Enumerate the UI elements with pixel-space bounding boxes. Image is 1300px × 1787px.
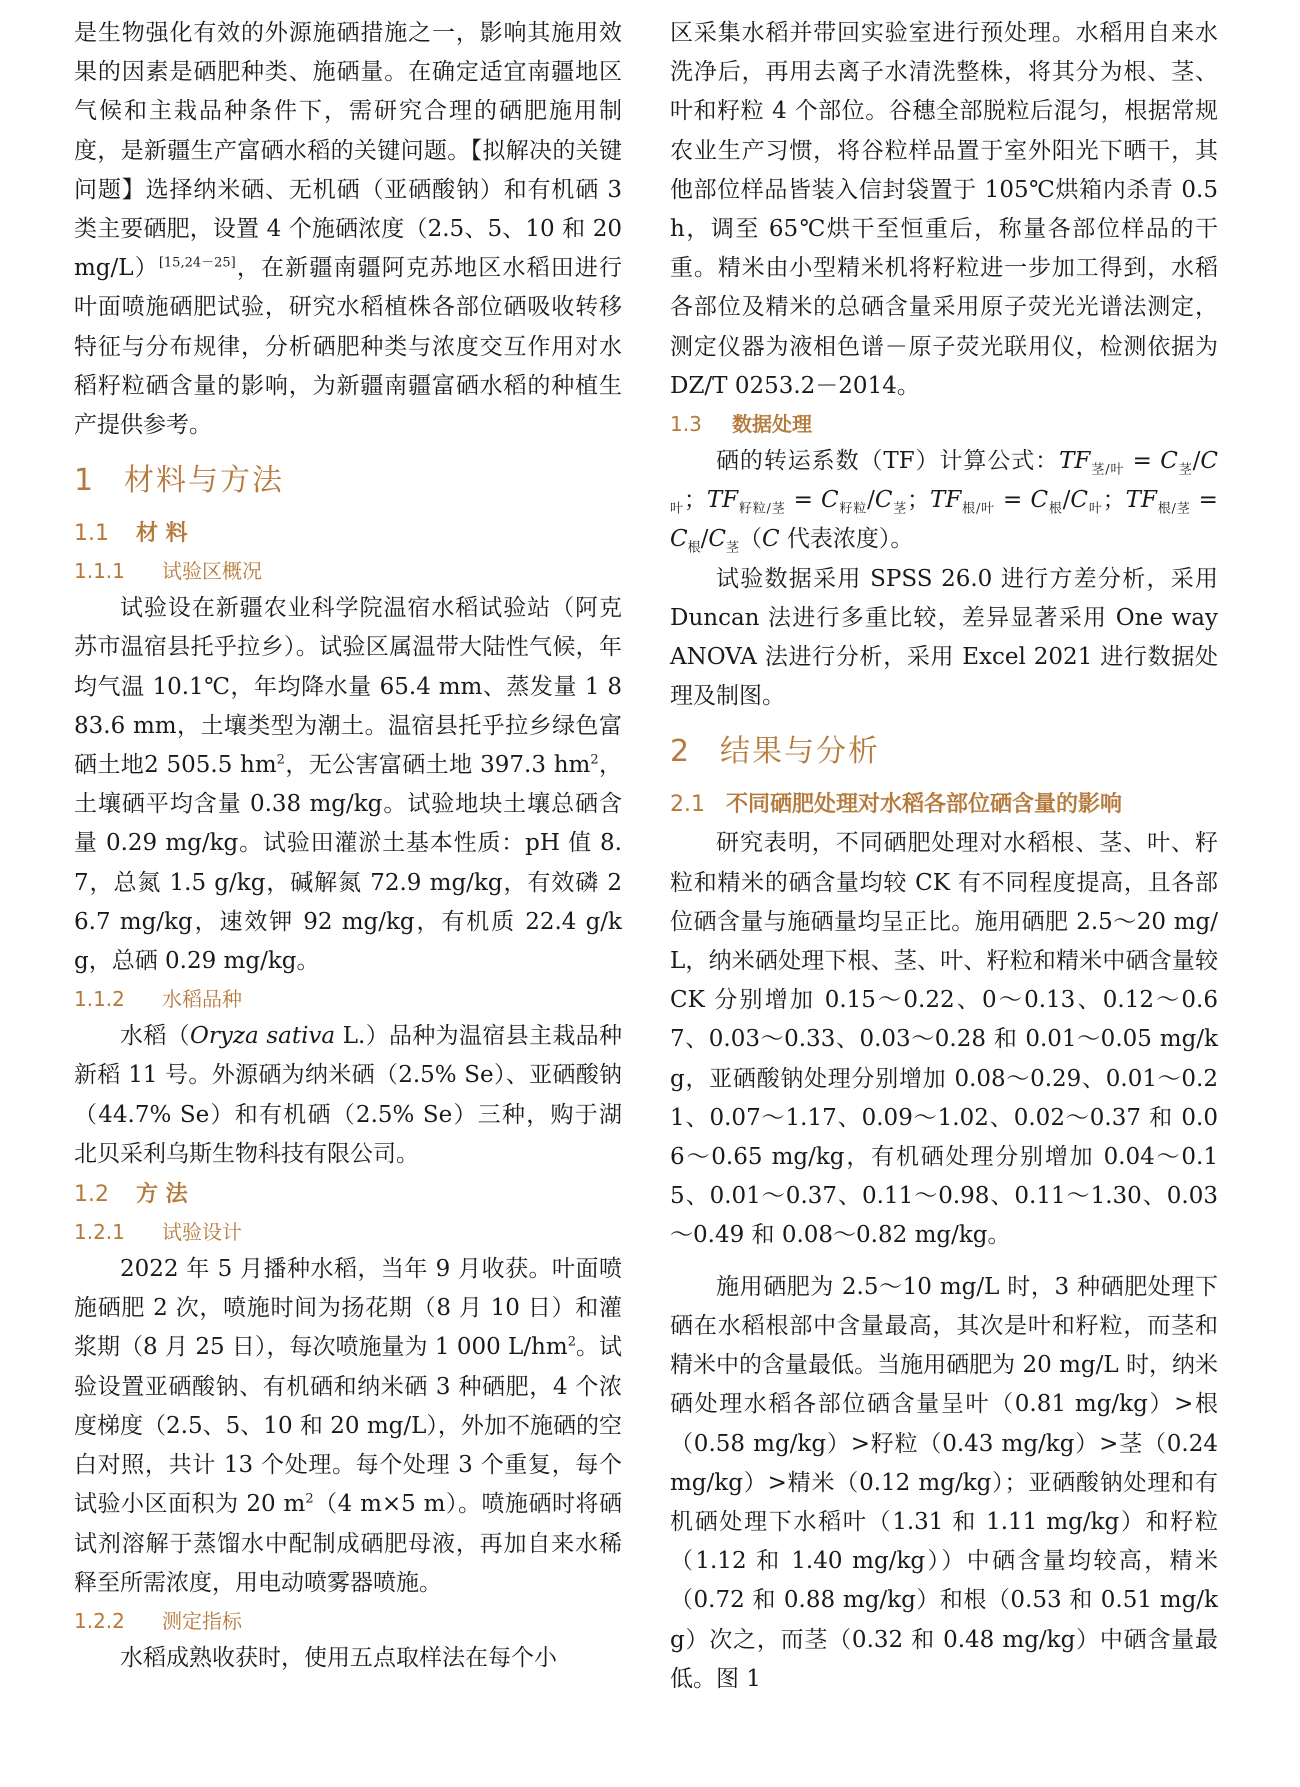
subsubsection-heading-site [74, 553, 622, 589]
section-title: 结果与分析 [720, 734, 880, 770]
formula-intro: 硒的转运系数（TF）计算公式： [716, 448, 1060, 475]
subscript: 茎/叶 [1090, 462, 1125, 478]
sampling-paragraph: 区采集水稻并带回实验室进行预处理。水稻用自来水洗净后，再用去离子水清洗整株，将其分为根、茎、叶和籽粒 4 个部位。谷穗全部脱粒后混匀，根据常规农业生产习惯，将谷粒样品置于室外阳光下晒干，其他部位样品皆装入信封袋置于 105℃烘箱内杀青 0.5 h，调至 65℃烘干至恒重后，称量各部位样品的干重。精米由小型精米机将籽粒进一步加工得到，水稻各部位及精米的总硒含量采用原子荧光光谱法测定，测定仪器为液相色谱－原子荧光联用仪，检测依据为 DZ/T 0253.2－2014。 [670, 20, 1218, 399]
variety-text-b: L.）品种为温宿县主栽品种新稻 11 号。外源硒为纳米硒（2.5% Se）、亚硒酸钠（44.7% Se）和有机硒（2.5% Se）三种，购于湖北贝采利乌斯生物科技有限公司。 [74, 1023, 622, 1167]
tf-symbol: TF [930, 487, 962, 514]
subscript: 根/茎 [1156, 501, 1191, 517]
slash: / [700, 526, 709, 553]
left-column [74, 14, 622, 1678]
slash: / [1062, 487, 1071, 514]
superscript: 2 [276, 752, 285, 768]
subsubsection-number: 1.2.2 [74, 1608, 125, 1633]
section-number: 2 [670, 734, 692, 770]
site-text-c: ，土壤硒平均含量 0.38 mg/kg。试验地块土壤总硒含量 0.29 mg/kg。试验田灌淤土基本性质：pH 值 8.7，总氮 1.5 g/kg，碱解氮 72.9 mg/kg，有效磷 26.7 mg/kg，速效钾 92 mg/kg，有机质 22.4 g/kg，总硒 0.29 mg/kg。 [74, 752, 622, 975]
formula-paragraph [670, 442, 1218, 560]
separator: ； [1102, 487, 1126, 514]
site-text-a: 试验设在新疆农业科学院温宿水稻试验站（阿克苏市温宿县托乎拉乡）。试验区属温带大陆性气候，年均气温 10.1℃，年均降水量 65.4 mm、蒸发量 1 883.6 mm，土壤类型为潮土。温宿县托乎拉乡绿色富硒土地2 505.5 hm [74, 595, 622, 779]
intro-text: 是生物强化有效的外源施硒措施之一，影响其施用效果的因素是硒肥种类、施硒量。在确定适宜南疆地区气候和主栽品种条件下，需研究合理的硒肥施用制度，是新疆生产富硒水稻的关键问题。【拟解决的关键问题】选择纳米硒、无机硒（亚硒酸钠）和有机硒 3 类主要硒肥，设置 4 个施硒浓度（2.5、5、10 和 20 mg/L） [74, 20, 622, 282]
subscript: 叶 [670, 501, 684, 517]
subsubsection-heading-index [74, 1603, 622, 1639]
subsection-heading-data [670, 406, 1218, 442]
subsection-heading-materials [74, 515, 622, 553]
subscript: 叶 [1088, 501, 1103, 517]
subsection-number: 1.3 [670, 412, 702, 437]
variety-text-a: 水稻（ [120, 1023, 190, 1050]
subsubsection-title: 水稻品种 [162, 987, 242, 1012]
c-symbol: C [1030, 487, 1049, 514]
tf-symbol: TF [1059, 448, 1091, 475]
subscript: 根 [687, 541, 701, 557]
equals-sign: = [994, 487, 1031, 514]
superscript: 2 [305, 1491, 314, 1507]
c-symbol: C [1200, 448, 1218, 475]
subsection-number: 1.1 [74, 521, 109, 547]
section-heading-1 [74, 459, 622, 503]
stats-paragraph: 试验数据采用 SPSS 26.0 进行方差分析，采用 Duncan 法进行多重比较，差异显著采用 One way ANOVA 法进行分析，采用 Excel 2021 进行数据处理及制图。 [670, 565, 1218, 710]
c-symbol: C [1160, 448, 1178, 475]
subsubsection-number: 1.1.2 [74, 987, 125, 1012]
c-symbol: C [874, 487, 893, 514]
equals-sign: = [1190, 487, 1218, 514]
design-paragraph [74, 1250, 622, 1603]
subsection-number: 2.1 [670, 792, 705, 818]
subsection-title: 材 料 [136, 521, 188, 547]
c-symbol: C [1070, 487, 1089, 514]
equals-sign: = [785, 487, 822, 514]
site-paragraph [74, 589, 622, 981]
slash: / [867, 487, 875, 514]
subscript: 茎 [892, 501, 908, 517]
subscript: 根/叶 [961, 501, 995, 517]
superscript: 2 [590, 752, 599, 768]
tf-symbol: TF [1125, 487, 1157, 514]
subsubsection-heading-variety [74, 981, 622, 1017]
design-text-c: （4 m×5 m）。喷施硒时将硒试剂溶解于蒸馏水中配制成硒肥母液，再加自来水稀释至所需浓度，用电动喷雾器喷施。 [74, 1491, 623, 1596]
variety-paragraph [74, 1017, 622, 1174]
formula-note-open: （ [739, 526, 762, 553]
tf-symbol: TF [706, 487, 739, 514]
intro-text-cont: ，在新疆南疆阿克苏地区水稻田进行叶面喷施硒肥试验，研究水稻植株各部位硒吸收转移特征与分布规律，分析硒肥种类与浓度交互作用对水稻籽粒硒含量的影响，为新疆南疆富硒水稻的种植生产提供参考。 [74, 255, 622, 439]
subscript: 根 [1048, 501, 1063, 517]
subsubsection-title: 测定指标 [162, 1608, 242, 1633]
index-paragraph: 水稻成熟收获时，使用五点取样法在每个小 [120, 1644, 557, 1671]
formula-note-close: 代表浓度）。 [779, 526, 914, 553]
section-title: 材料与方法 [124, 463, 284, 499]
subsubsection-number: 1.1.1 [74, 559, 125, 584]
c-symbol: C [670, 526, 688, 553]
subscript: 茎 [1177, 462, 1193, 478]
c-symbol: C [708, 526, 726, 553]
subsection-number: 1.2 [74, 1182, 109, 1208]
species-name: Oryza sativa [190, 1023, 336, 1050]
subsubsection-title: 试验设计 [162, 1220, 242, 1245]
separator: ； [683, 487, 707, 514]
citation-ref: [15,24－25] [158, 255, 236, 271]
subscript: 籽粒/茎 [738, 501, 786, 517]
subsubsection-heading-design [74, 1214, 622, 1250]
subsection-title: 方 法 [136, 1182, 188, 1208]
c-symbol: C [821, 487, 839, 514]
section-number: 1 [74, 463, 96, 499]
site-text-b: ，无公害富硒土地 397.3 hm [284, 752, 591, 779]
subsection-title: 数据处理 [732, 412, 812, 437]
subsection-heading-methods [74, 1176, 622, 1214]
subsubsection-number: 1.2.1 [74, 1220, 125, 1245]
subscript: 茎 [725, 541, 739, 557]
subscript: 籽粒 [838, 501, 868, 517]
equals-sign: = [1124, 448, 1161, 475]
c-symbol: C [762, 526, 780, 553]
design-text-a: 2022 年 5 月播种水稻，当年 9 月收获。叶面喷施硒肥 2 次，喷施时间为扬花期（8 月 10 日）和灌浆期（8 月 25 日），每次喷施量为 1 000 L/hm [74, 1256, 622, 1361]
right-column [670, 14, 1218, 1699]
subsection-title: 不同硒肥处理对水稻各部位硒含量的影响 [726, 792, 1123, 818]
results-paragraph-2: 施用硒肥为 2.5～10 mg/L 时，3 种硒肥处理下硒在水稻根部中含量最高，其次是叶和籽粒，而茎和精米中的含量最低。当施用硒肥为 20 mg/L 时，纳米硒处理水稻各部位硒含量呈叶（0.81 mg/kg）>根（0.58 mg/kg）>籽粒（0.43 mg/kg）>茎（0.24 mg/kg）>精米（0.12 mg/kg）；亚硒酸钠处理和有机硒处理下水稻叶（1.31 和 1.11 mg/kg）和籽粒（1.12 和 1.40 mg/kg））中硒含量均较高，精米（0.72 和 0.88 mg/kg）和根（0.53 和 0.51 mg/kg）次之，而茎（0.32 和 0.48 mg/kg）中硒含量最低。图 1 [670, 1273, 1218, 1692]
intro-paragraph [74, 14, 622, 445]
section-heading-2 [670, 730, 1218, 774]
design-text-b: 。试验设置亚硒酸钠、有机硒和纳米硒 3 种硒肥，4 个浓度梯度（2.5、5、10 和 20 mg/L），外加不施硒的空白对照，共计 13 个处理。每个处理 3 个重复，每个试验小区面积为 20 m [74, 1334, 622, 1518]
separator: ； [907, 487, 931, 514]
subsubsection-title: 试验区概况 [162, 559, 262, 584]
results-paragraph-1: 研究表明，不同硒肥处理对水稻根、茎、叶、籽粒和精米的硒含量均较 CK 有不同程度提高，且各部位硒含量与施硒量均呈正比。施用硒肥 2.5～20 mg/L，纳米硒处理下根、茎、叶、籽粒和精米中硒含量较 CK 分别增加 0.15～0.22、0～0.13、0.12～0.67、0.03～0.33、0.03～0.28 和 0.01～0.05 mg/kg，亚硒酸钠处理分别增加 0.08～0.29、0.01～0.21、0.07～1.17、0.09～1.02、0.02～0.37 和 0.06～0.65 mg/kg，有机硒处理分别增加 0.04～0.15、0.01～0.37、0.11～0.98、0.11～1.30、0.03～0.49 和 0.08～0.82 mg/kg。 [670, 830, 1218, 1249]
subsection-heading-effect [670, 786, 1218, 824]
slash: / [1192, 448, 1201, 475]
superscript: 2 [567, 1334, 576, 1350]
